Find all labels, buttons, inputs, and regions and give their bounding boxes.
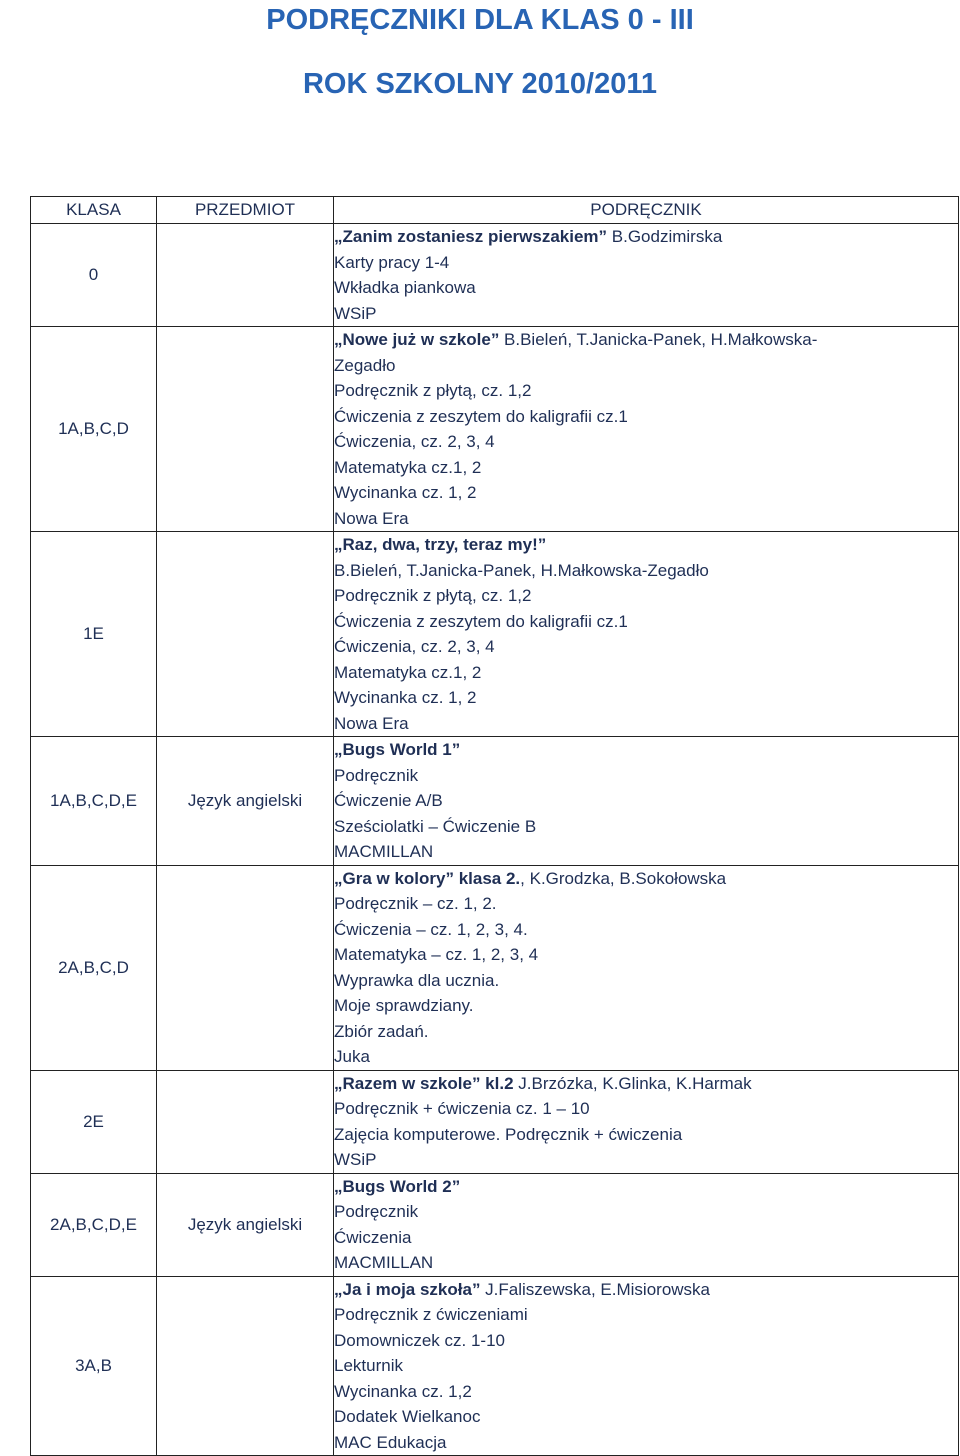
book-line [334, 942, 958, 968]
cell-przedmiot [157, 1070, 334, 1173]
cell-przedmiot: Język angielski [157, 1173, 334, 1276]
book-line [334, 1044, 958, 1070]
book-title: Gra w kolory [342, 868, 446, 888]
cell-podrecznik [334, 224, 959, 327]
book-title: Zanim zostaniesz pierwszakiem [342, 227, 599, 246]
book-line [334, 301, 958, 327]
book-authors: J.Faliszewska, E.Misiorowska [480, 1279, 711, 1299]
book-line [334, 891, 958, 917]
book-title: Razem w szkole [342, 1073, 472, 1093]
cell-klasa: 1A,B,C,D [31, 327, 157, 532]
book-detail: Karty pracy 1-4 [334, 252, 450, 272]
book-detail: Ćwiczenia – cz. 1, 2, 3, 4. [334, 919, 528, 939]
cell-podrecznik [334, 1070, 959, 1173]
book-authors: B.Godzimirska [607, 227, 723, 246]
book-line [334, 1328, 958, 1354]
book-detail: Podręcznik z płytą, cz. 1,2 [334, 381, 532, 400]
cell-klasa: 2A,B,C,D [31, 865, 157, 1070]
book-class-label: kl.2 [480, 1073, 514, 1093]
book-line [334, 1379, 958, 1405]
book-line [334, 763, 958, 789]
book-title: Bugs World 1 [342, 740, 452, 759]
book-detail: Nowa Era [334, 508, 409, 528]
book-detail: Lekturnik [334, 1356, 403, 1375]
cell-podrecznik [334, 865, 959, 1070]
book-title: Bugs World 2 [342, 1176, 452, 1196]
book-line [334, 685, 958, 711]
cell-przedmiot [157, 224, 334, 327]
book-class-label: klasa 2. [453, 868, 521, 888]
book-line [334, 788, 958, 814]
table-header-row [31, 197, 959, 224]
cell-przedmiot [157, 327, 334, 532]
book-line [334, 1353, 958, 1379]
open-quote: „ [334, 1176, 343, 1196]
page-title: PODRĘCZNIKI DLA KLAS 0 - III [266, 4, 694, 36]
book-line [334, 429, 958, 455]
textbook-table [30, 196, 959, 1456]
book-detail: Zbiór zadań. [334, 1021, 429, 1041]
book-line [334, 1122, 958, 1148]
book-line [334, 353, 958, 379]
book-detail: Wycinanka cz. 1, 2 [334, 688, 477, 707]
book-detail: Podręcznik – cz. 1, 2. [334, 894, 497, 913]
book-line [334, 737, 958, 763]
book-detail: Ćwiczenia z zeszytem do kaligrafii cz.1 [334, 611, 628, 631]
book-detail: Podręcznik z płytą, cz. 1,2 [334, 586, 532, 605]
open-quote: „ [334, 330, 343, 349]
book-line [334, 1174, 958, 1200]
book-detail: Wycinanka cz. 1,2 [334, 1381, 472, 1401]
cell-podrecznik [334, 737, 959, 866]
table-row [31, 327, 959, 532]
book-detail: Moje sprawdziany. [334, 996, 474, 1015]
book-detail: Ćwiczenia, cz. 2, 3, 4 [334, 637, 495, 656]
table-row [31, 1276, 959, 1456]
book-detail: Dodatek Wielkanoc [334, 1407, 481, 1426]
book-detail: Wyprawka dla ucznia. [334, 970, 500, 990]
table-row [31, 224, 959, 327]
cell-klasa: 1A,B,C,D,E [31, 737, 157, 866]
book-detail: Ćwiczenia [334, 1227, 412, 1247]
book-detail: Juka [334, 1047, 370, 1066]
book-detail: Domowniczek cz. 1-10 [334, 1330, 506, 1350]
book-detail: Zajęcia komputerowe. Podręcznik + ćwiczenia [334, 1124, 683, 1144]
book-line [334, 993, 958, 1019]
book-line [334, 1404, 958, 1430]
book-detail: Podręcznik [334, 1202, 419, 1221]
book-line [334, 1430, 958, 1456]
open-quote: „ [334, 1279, 343, 1299]
book-detail: Wkładka piankowa [334, 278, 476, 297]
book-line [334, 711, 958, 737]
table-row [31, 1070, 959, 1173]
column-header-przedmiot: PRZEDMIOT [157, 197, 334, 224]
book-authors: , K.Grodzka, B.Sokołowska [520, 868, 727, 888]
open-quote: „ [334, 740, 343, 759]
book-detail: Nowa Era [334, 713, 409, 733]
book-detail: MAC Edukacja [334, 1432, 447, 1452]
book-title: Nowe już w szkole [342, 330, 491, 349]
close-quote: ” [598, 227, 608, 246]
table-row [31, 1173, 959, 1276]
cell-przedmiot [157, 1276, 334, 1456]
book-line [334, 634, 958, 660]
column-header-podrecznik: PODRĘCZNIK [334, 197, 959, 224]
book-line [334, 275, 958, 301]
book-detail: WSiP [334, 303, 377, 323]
book-detail: Matematyka – cz. 1, 2, 3, 4 [334, 945, 539, 964]
book-detail: Podręcznik [334, 765, 419, 785]
book-detail: Wycinanka cz. 1, 2 [334, 483, 477, 502]
cell-podrecznik [334, 327, 959, 532]
page-subtitle: ROK SZKOLNY 2010/2011 [302, 68, 658, 100]
book-line [334, 1019, 958, 1045]
close-quote: ” [471, 1279, 481, 1299]
book-line [334, 1199, 958, 1225]
book-line [334, 327, 958, 353]
book-line [334, 378, 958, 404]
table-row [31, 865, 959, 1070]
book-detail: MACMILLAN [334, 842, 434, 861]
book-detail: Ćwiczenia, cz. 2, 3, 4 [334, 432, 495, 451]
book-line [334, 250, 958, 276]
cell-klasa: 2E [31, 1070, 157, 1173]
book-authors: B.Bieleń, T.Janicka-Panek, H.Małkowska- [499, 330, 818, 349]
book-detail: Zegadło [334, 355, 396, 375]
book-line [334, 1096, 958, 1122]
close-quote: ” [537, 535, 547, 554]
book-detail: Ćwiczenie A/B [334, 791, 443, 810]
book-line [334, 558, 958, 584]
book-line [334, 224, 958, 250]
book-detail: B.Bieleń, T.Janicka-Panek, H.Małkowska-Zegadło [334, 560, 709, 580]
book-line [334, 583, 958, 609]
cell-przedmiot: Język angielski [157, 737, 334, 866]
cell-klasa: 1E [31, 532, 157, 737]
book-line [334, 839, 958, 865]
book-line [334, 532, 958, 558]
close-quote: ” [451, 1176, 461, 1196]
close-quote: ” [471, 1073, 481, 1093]
cell-przedmiot [157, 532, 334, 737]
book-detail: WSiP [334, 1150, 377, 1169]
book-line [334, 917, 958, 943]
book-detail: Matematyka cz.1, 2 [334, 457, 482, 477]
book-line [334, 814, 958, 840]
book-detail: Podręcznik z ćwiczeniami [334, 1305, 528, 1324]
book-line [334, 1071, 958, 1097]
book-line [334, 1147, 958, 1173]
cell-podrecznik [334, 1173, 959, 1276]
column-header-klasa: KLASA [31, 197, 157, 224]
book-title: Ja i moja szkoła [342, 1279, 472, 1299]
cell-klasa: 0 [31, 224, 157, 327]
book-line [334, 1302, 958, 1328]
book-line [334, 660, 958, 686]
table-row [31, 532, 959, 737]
book-line [334, 1250, 958, 1276]
book-detail: MACMILLAN [334, 1253, 434, 1272]
book-line [334, 1225, 958, 1251]
table-row [31, 737, 959, 866]
book-line [334, 968, 958, 994]
cell-podrecznik [334, 1276, 959, 1456]
book-title: Raz, dwa, trzy, teraz my! [342, 535, 538, 554]
open-quote: „ [334, 1073, 343, 1093]
book-line [334, 1277, 958, 1303]
open-quote: „ [334, 535, 343, 554]
cell-klasa: 2A,B,C,D,E [31, 1173, 157, 1276]
book-detail: Sześciolatki – Ćwiczenie B [334, 816, 537, 836]
book-detail: Podręcznik + ćwiczenia cz. 1 – 10 [334, 1099, 590, 1118]
close-quote: ” [490, 330, 500, 349]
book-authors: J.Brzózka, K.Glinka, K.Harmak [513, 1073, 752, 1093]
book-line [334, 506, 958, 532]
cell-podrecznik [334, 532, 959, 737]
book-line [334, 404, 958, 430]
book-detail: Ćwiczenia z zeszytem do kaligrafii cz.1 [334, 406, 628, 426]
cell-przedmiot [157, 865, 334, 1070]
book-line [334, 609, 958, 635]
open-quote: „ [334, 227, 343, 246]
book-detail: Matematyka cz.1, 2 [334, 662, 482, 682]
book-line [334, 455, 958, 481]
book-line [334, 480, 958, 506]
cell-klasa: 3A,B [31, 1276, 157, 1456]
close-quote: ” [445, 868, 454, 888]
close-quote: ” [451, 740, 461, 759]
book-line [334, 866, 958, 892]
open-quote: „ [334, 868, 343, 888]
